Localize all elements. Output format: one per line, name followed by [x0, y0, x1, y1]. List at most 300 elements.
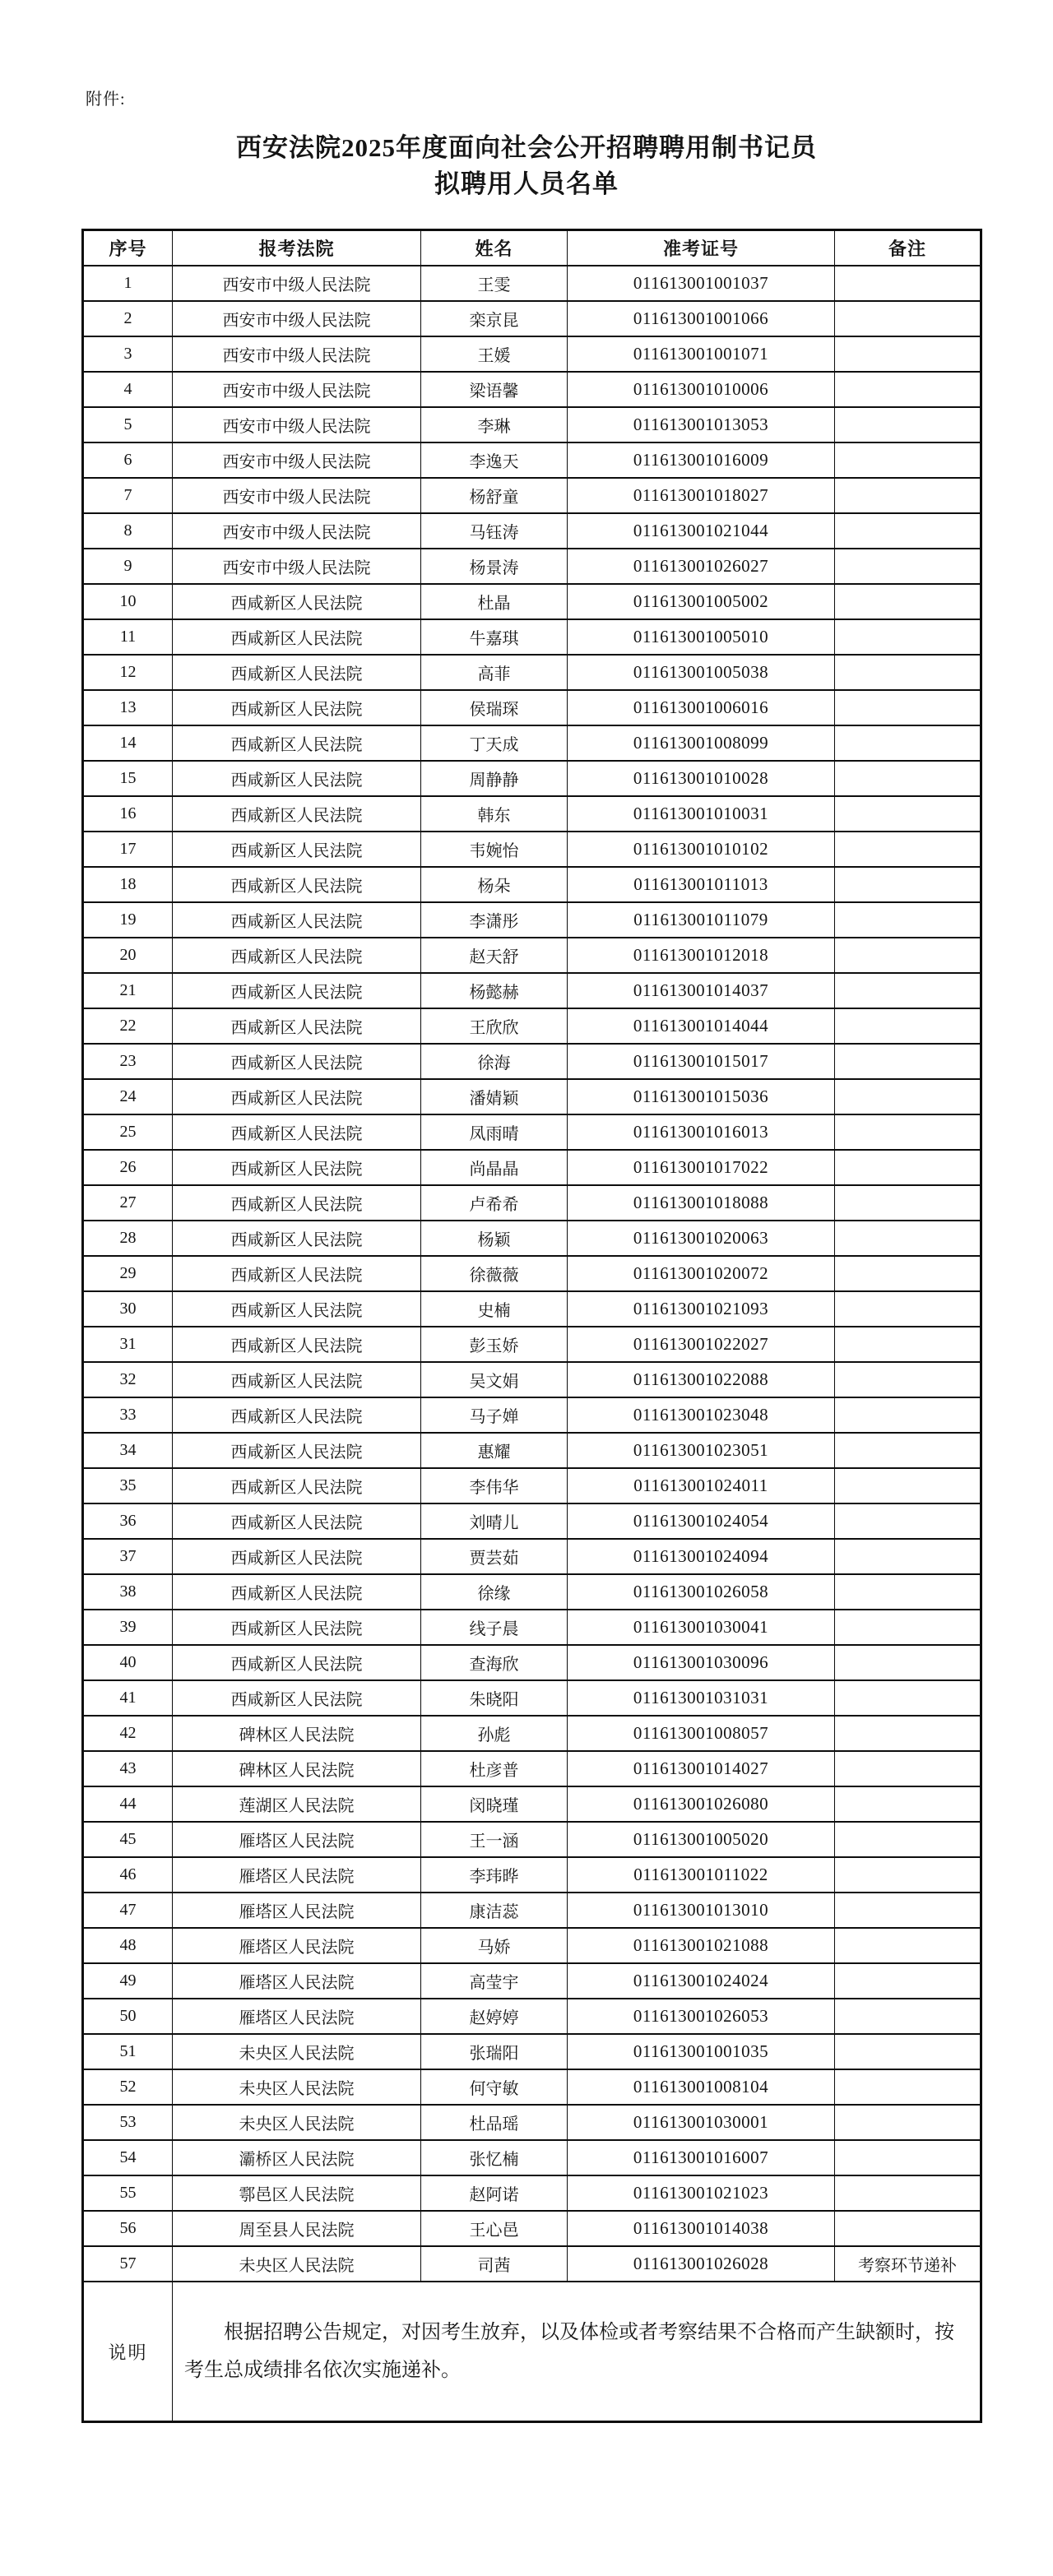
cell-court: 西咸新区人民法院 — [173, 584, 421, 619]
table-row — [83, 1291, 981, 1327]
cell-court: 西咸新区人民法院 — [173, 938, 421, 973]
cell-court: 未央区人民法院 — [173, 2069, 421, 2105]
table-row — [83, 1751, 981, 1786]
cell-remark — [835, 1751, 981, 1786]
cell-remark — [835, 1610, 981, 1645]
cell-ticket: 011613001017022 — [568, 1150, 835, 1185]
table-row — [83, 1963, 981, 1999]
cell-seq: 42 — [83, 1716, 173, 1751]
cell-ticket: 011613001010031 — [568, 796, 835, 832]
cell-seq: 56 — [83, 2211, 173, 2246]
cell-remark — [835, 1114, 981, 1150]
cell-court: 西咸新区人民法院 — [173, 1185, 421, 1221]
table-row — [83, 761, 981, 796]
cell-seq: 18 — [83, 867, 173, 902]
table-row — [83, 2211, 981, 2246]
cell-name: 王一涵 — [421, 1822, 568, 1857]
cell-seq: 36 — [83, 1503, 173, 1539]
cell-court: 西咸新区人民法院 — [173, 655, 421, 690]
cell-court: 西咸新区人民法院 — [173, 1433, 421, 1468]
cell-remark — [835, 372, 981, 407]
cell-court: 西咸新区人民法院 — [173, 1680, 421, 1716]
table-row — [83, 336, 981, 372]
table-row — [83, 1716, 981, 1751]
cell-name: 杜品瑶 — [421, 2105, 568, 2140]
table-row — [83, 1610, 981, 1645]
table-row — [83, 1327, 981, 1362]
cell-name: 徐缘 — [421, 1574, 568, 1610]
cell-ticket: 011613001030001 — [568, 2105, 835, 2140]
table-row — [83, 301, 981, 336]
cell-court: 西咸新区人民法院 — [173, 761, 421, 796]
cell-ticket: 011613001011079 — [568, 902, 835, 938]
table-row — [83, 1256, 981, 1291]
table-row — [83, 1397, 981, 1433]
cell-ticket: 011613001010028 — [568, 761, 835, 796]
cell-seq: 15 — [83, 761, 173, 796]
cell-ticket: 011613001030041 — [568, 1610, 835, 1645]
header-seq: 序号 — [83, 230, 173, 266]
table-row — [83, 619, 981, 655]
table-row — [83, 1221, 981, 1256]
cell-name: 凤雨晴 — [421, 1114, 568, 1150]
cell-court: 西咸新区人民法院 — [173, 1221, 421, 1256]
cell-court: 雁塔区人民法院 — [173, 1893, 421, 1928]
cell-court: 西咸新区人民法院 — [173, 1079, 421, 1114]
cell-court: 西安市中级人民法院 — [173, 336, 421, 372]
table-row — [83, 725, 981, 761]
cell-remark — [835, 1857, 981, 1893]
cell-name: 侯瑞琛 — [421, 690, 568, 725]
cell-ticket: 011613001018088 — [568, 1185, 835, 1221]
cell-court: 雁塔区人民法院 — [173, 1928, 421, 1963]
cell-seq: 53 — [83, 2105, 173, 2140]
cell-name: 张忆楠 — [421, 2140, 568, 2175]
cell-ticket: 011613001013053 — [568, 407, 835, 442]
cell-remark — [835, 1256, 981, 1291]
table-row — [83, 938, 981, 973]
cell-name: 徐薇薇 — [421, 1256, 568, 1291]
cell-remark — [835, 2211, 981, 2246]
cell-seq: 48 — [83, 1928, 173, 1963]
cell-remark — [835, 1362, 981, 1397]
cell-court: 西安市中级人民法院 — [173, 442, 421, 478]
cell-ticket: 011613001030096 — [568, 1645, 835, 1680]
cell-name: 杜彦普 — [421, 1751, 568, 1786]
cell-name: 朱晓阳 — [421, 1680, 568, 1716]
cell-remark — [835, 513, 981, 549]
cell-remark — [835, 1645, 981, 1680]
cell-remark: 考察环节递补 — [835, 2246, 981, 2282]
cell-seq: 24 — [83, 1079, 173, 1114]
cell-seq: 40 — [83, 1645, 173, 1680]
note-text: 根据招聘公告规定，对因考生放弃，以及体检或者考察结果不合格而产生缺额时，按考生总成绩排名依次实施递补。 — [184, 2322, 954, 2381]
document-title-line2: 拟聘用人员名单 — [434, 169, 619, 198]
table-row — [83, 1786, 981, 1822]
cell-seq: 22 — [83, 1008, 173, 1044]
cell-name: 查海欣 — [421, 1645, 568, 1680]
cell-seq: 16 — [83, 796, 173, 832]
cell-ticket: 011613001008057 — [568, 1716, 835, 1751]
cell-name: 吴文娟 — [421, 1362, 568, 1397]
cell-ticket: 011613001014037 — [568, 973, 835, 1008]
cell-court: 西咸新区人民法院 — [173, 1574, 421, 1610]
cell-ticket: 011613001005038 — [568, 655, 835, 690]
cell-ticket: 011613001005002 — [568, 584, 835, 619]
cell-court: 周至县人民法院 — [173, 2211, 421, 2246]
cell-seq: 55 — [83, 2175, 173, 2211]
cell-court: 西安市中级人民法院 — [173, 407, 421, 442]
table-row — [83, 2069, 981, 2105]
cell-ticket: 011613001022027 — [568, 1327, 835, 1362]
cell-remark — [835, 1008, 981, 1044]
note-row — [83, 2282, 981, 2422]
cell-remark — [835, 1999, 981, 2034]
cell-court: 西咸新区人民法院 — [173, 1645, 421, 1680]
cell-remark — [835, 938, 981, 973]
cell-ticket: 011613001023048 — [568, 1397, 835, 1433]
cell-ticket: 011613001005020 — [568, 1822, 835, 1857]
cell-name: 史楠 — [421, 1291, 568, 1327]
table-row — [83, 549, 981, 584]
cell-seq: 45 — [83, 1822, 173, 1857]
table-row — [83, 266, 981, 301]
table-row — [83, 1574, 981, 1610]
cell-seq: 57 — [83, 2246, 173, 2282]
table-row — [83, 1044, 981, 1079]
cell-ticket: 011613001011022 — [568, 1857, 835, 1893]
cell-ticket: 011613001026028 — [568, 2246, 835, 2282]
cell-seq: 10 — [83, 584, 173, 619]
table-row — [83, 584, 981, 619]
cell-court: 西安市中级人民法院 — [173, 301, 421, 336]
cell-name: 赵婷婷 — [421, 1999, 568, 2034]
cell-court: 西安市中级人民法院 — [173, 549, 421, 584]
cell-seq: 9 — [83, 549, 173, 584]
cell-seq: 17 — [83, 832, 173, 867]
cell-remark — [835, 725, 981, 761]
cell-ticket: 011613001020072 — [568, 1256, 835, 1291]
cell-ticket: 011613001011013 — [568, 867, 835, 902]
table-row — [83, 1079, 981, 1114]
cell-ticket: 011613001024011 — [568, 1468, 835, 1503]
table-row — [83, 2034, 981, 2069]
table-row — [83, 1822, 981, 1857]
cell-remark — [835, 832, 981, 867]
cell-name: 杨懿赫 — [421, 973, 568, 1008]
cell-seq: 8 — [83, 513, 173, 549]
cell-court: 西咸新区人民法院 — [173, 1114, 421, 1150]
cell-name: 何守敏 — [421, 2069, 568, 2105]
cell-remark — [835, 1680, 981, 1716]
cell-ticket: 011613001014038 — [568, 2211, 835, 2246]
cell-name: 杨颖 — [421, 1221, 568, 1256]
cell-court: 西咸新区人民法院 — [173, 619, 421, 655]
cell-seq: 44 — [83, 1786, 173, 1822]
table-row — [83, 442, 981, 478]
cell-remark — [835, 690, 981, 725]
cell-court: 雁塔区人民法院 — [173, 1999, 421, 2034]
cell-name: 杨景涛 — [421, 549, 568, 584]
cell-court: 西咸新区人民法院 — [173, 867, 421, 902]
cell-ticket: 011613001008104 — [568, 2069, 835, 2105]
cell-remark — [835, 2105, 981, 2140]
cell-seq: 21 — [83, 973, 173, 1008]
cell-name: 赵天舒 — [421, 938, 568, 973]
cell-seq: 25 — [83, 1114, 173, 1150]
cell-remark — [835, 1893, 981, 1928]
cell-remark — [835, 1079, 981, 1114]
cell-seq: 35 — [83, 1468, 173, 1503]
cell-remark — [835, 2034, 981, 2069]
cell-name: 马娇 — [421, 1928, 568, 1963]
cell-ticket: 011613001005010 — [568, 619, 835, 655]
cell-court: 雁塔区人民法院 — [173, 1857, 421, 1893]
cell-court: 西咸新区人民法院 — [173, 1327, 421, 1362]
document-title-line1: 西安法院2025年度面向社会公开招聘聘用制书记员 — [236, 133, 817, 162]
cell-remark — [835, 336, 981, 372]
cell-court: 雁塔区人民法院 — [173, 1963, 421, 1999]
cell-remark — [835, 2069, 981, 2105]
table-row — [83, 1185, 981, 1221]
table-row — [83, 513, 981, 549]
cell-name: 周静静 — [421, 761, 568, 796]
cell-name: 徐海 — [421, 1044, 568, 1079]
cell-name: 赵阿诺 — [421, 2175, 568, 2211]
cell-ticket: 011613001006016 — [568, 690, 835, 725]
cell-name: 杨舒童 — [421, 478, 568, 513]
cell-name: 高菲 — [421, 655, 568, 690]
cell-court: 西咸新区人民法院 — [173, 902, 421, 938]
table-row — [83, 1362, 981, 1397]
cell-seq: 33 — [83, 1397, 173, 1433]
cell-ticket: 011613001001035 — [568, 2034, 835, 2069]
cell-remark — [835, 2140, 981, 2175]
table-row — [83, 407, 981, 442]
table-row — [83, 690, 981, 725]
cell-name: 卢希希 — [421, 1185, 568, 1221]
cell-court: 碑林区人民法院 — [173, 1716, 421, 1751]
cell-remark — [835, 1503, 981, 1539]
table-row — [83, 796, 981, 832]
cell-ticket: 011613001010006 — [568, 372, 835, 407]
cell-remark — [835, 619, 981, 655]
cell-court: 西咸新区人民法院 — [173, 690, 421, 725]
cell-court: 西安市中级人民法院 — [173, 266, 421, 301]
cell-ticket: 011613001016009 — [568, 442, 835, 478]
note-cell — [173, 2282, 981, 2422]
cell-ticket: 011613001015036 — [568, 1079, 835, 1114]
table-row — [83, 1503, 981, 1539]
table-row — [83, 1999, 981, 2034]
cell-seq: 49 — [83, 1963, 173, 1999]
cell-seq: 43 — [83, 1751, 173, 1786]
cell-seq: 12 — [83, 655, 173, 690]
header-court: 报考法院 — [173, 230, 421, 266]
cell-name: 马钰涛 — [421, 513, 568, 549]
cell-remark — [835, 301, 981, 336]
table-row — [83, 2105, 981, 2140]
cell-seq: 39 — [83, 1610, 173, 1645]
cell-seq: 38 — [83, 1574, 173, 1610]
cell-ticket: 011613001001037 — [568, 266, 835, 301]
cell-remark — [835, 1928, 981, 1963]
cell-remark — [835, 549, 981, 584]
header-remark: 备注 — [835, 230, 981, 266]
cell-remark — [835, 1539, 981, 1574]
table-row — [83, 1008, 981, 1044]
cell-name: 牛嘉琪 — [421, 619, 568, 655]
cell-seq: 37 — [83, 1539, 173, 1574]
cell-seq: 41 — [83, 1680, 173, 1716]
cell-court: 西安市中级人民法院 — [173, 513, 421, 549]
cell-court: 未央区人民法院 — [173, 2246, 421, 2282]
cell-name: 线子晨 — [421, 1610, 568, 1645]
cell-ticket: 011613001021093 — [568, 1291, 835, 1327]
cell-remark — [835, 655, 981, 690]
cell-seq: 27 — [83, 1185, 173, 1221]
cell-seq: 11 — [83, 619, 173, 655]
cell-name: 高莹宇 — [421, 1963, 568, 1999]
cell-court: 灞桥区人民法院 — [173, 2140, 421, 2175]
cell-seq: 2 — [83, 301, 173, 336]
cell-name: 丁天成 — [421, 725, 568, 761]
table-row — [83, 1857, 981, 1893]
cell-ticket: 011613001021088 — [568, 1928, 835, 1963]
cell-name: 李玮晔 — [421, 1857, 568, 1893]
cell-remark — [835, 1468, 981, 1503]
cell-name: 康洁蕊 — [421, 1893, 568, 1928]
cell-court: 西咸新区人民法院 — [173, 1503, 421, 1539]
cell-ticket: 011613001024054 — [568, 1503, 835, 1539]
header-ticket: 准考证号 — [568, 230, 835, 266]
table-row — [83, 832, 981, 867]
cell-court: 西咸新区人民法院 — [173, 1256, 421, 1291]
cell-name: 栾京昆 — [421, 301, 568, 336]
cell-remark — [835, 1574, 981, 1610]
cell-remark — [835, 1291, 981, 1327]
cell-seq: 34 — [83, 1433, 173, 1468]
note-label: 说明 — [83, 2282, 173, 2422]
cell-court: 未央区人民法院 — [173, 2034, 421, 2069]
cell-name: 韩东 — [421, 796, 568, 832]
cell-seq: 19 — [83, 902, 173, 938]
cell-seq: 31 — [83, 1327, 173, 1362]
cell-court: 西安市中级人民法院 — [173, 478, 421, 513]
cell-remark — [835, 1822, 981, 1857]
cell-ticket: 011613001013010 — [568, 1893, 835, 1928]
cell-remark — [835, 1786, 981, 1822]
cell-name: 李伟华 — [421, 1468, 568, 1503]
cell-remark — [835, 584, 981, 619]
cell-seq: 47 — [83, 1893, 173, 1928]
cell-name: 刘晴儿 — [421, 1503, 568, 1539]
cell-remark — [835, 1397, 981, 1433]
cell-seq: 5 — [83, 407, 173, 442]
cell-court: 未央区人民法院 — [173, 2105, 421, 2140]
cell-court: 西咸新区人民法院 — [173, 1362, 421, 1397]
cell-name: 张瑞阳 — [421, 2034, 568, 2069]
cell-ticket: 011613001021044 — [568, 513, 835, 549]
cell-name: 闵晓瑾 — [421, 1786, 568, 1822]
cell-ticket: 011613001024024 — [568, 1963, 835, 1999]
cell-remark — [835, 1044, 981, 1079]
cell-seq: 3 — [83, 336, 173, 372]
table-row — [83, 372, 981, 407]
roster-table — [81, 229, 982, 2423]
cell-court: 西咸新区人民法院 — [173, 1008, 421, 1044]
cell-name: 潘婧颖 — [421, 1079, 568, 1114]
cell-name: 杜晶 — [421, 584, 568, 619]
table-row — [83, 2175, 981, 2211]
cell-ticket: 011613001001071 — [568, 336, 835, 372]
cell-court: 西咸新区人民法院 — [173, 1044, 421, 1079]
cell-court: 西咸新区人民法院 — [173, 796, 421, 832]
cell-court: 碑林区人民法院 — [173, 1751, 421, 1786]
roster-body — [83, 266, 981, 2282]
cell-name: 惠耀 — [421, 1433, 568, 1468]
cell-ticket: 011613001024094 — [568, 1539, 835, 1574]
cell-name: 王雯 — [421, 266, 568, 301]
cell-ticket: 011613001014044 — [568, 1008, 835, 1044]
cell-remark — [835, 407, 981, 442]
cell-remark — [835, 1185, 981, 1221]
cell-remark — [835, 1221, 981, 1256]
cell-seq: 7 — [83, 478, 173, 513]
cell-name: 李潇彤 — [421, 902, 568, 938]
cell-court: 雁塔区人民法院 — [173, 1822, 421, 1857]
table-row — [83, 1433, 981, 1468]
header-name: 姓名 — [421, 230, 568, 266]
cell-remark — [835, 2175, 981, 2211]
cell-ticket: 011613001020063 — [568, 1221, 835, 1256]
cell-remark — [835, 1327, 981, 1362]
table-row — [83, 1645, 981, 1680]
table-row — [83, 655, 981, 690]
cell-court: 西咸新区人民法院 — [173, 1610, 421, 1645]
cell-name: 李逸天 — [421, 442, 568, 478]
cell-remark — [835, 902, 981, 938]
cell-name: 梁语馨 — [421, 372, 568, 407]
cell-name: 王媛 — [421, 336, 568, 372]
cell-ticket: 011613001016007 — [568, 2140, 835, 2175]
table-row — [83, 1150, 981, 1185]
table-row — [83, 1539, 981, 1574]
cell-ticket: 011613001018027 — [568, 478, 835, 513]
cell-seq: 6 — [83, 442, 173, 478]
cell-ticket: 011613001031031 — [568, 1680, 835, 1716]
cell-court: 鄠邑区人民法院 — [173, 2175, 421, 2211]
cell-remark — [835, 1150, 981, 1185]
table-header-row — [83, 230, 981, 266]
cell-ticket: 011613001010102 — [568, 832, 835, 867]
cell-remark — [835, 1716, 981, 1751]
cell-court: 西咸新区人民法院 — [173, 973, 421, 1008]
table-row — [83, 1680, 981, 1716]
cell-seq: 26 — [83, 1150, 173, 1185]
cell-seq: 23 — [83, 1044, 173, 1079]
cell-seq: 30 — [83, 1291, 173, 1327]
cell-seq: 1 — [83, 266, 173, 301]
cell-ticket: 011613001026027 — [568, 549, 835, 584]
table-row — [83, 1928, 981, 1963]
cell-ticket: 011613001012018 — [568, 938, 835, 973]
cell-ticket: 011613001015017 — [568, 1044, 835, 1079]
cell-court: 西咸新区人民法院 — [173, 1468, 421, 1503]
cell-court: 西咸新区人民法院 — [173, 1397, 421, 1433]
cell-seq: 20 — [83, 938, 173, 973]
cell-remark — [835, 796, 981, 832]
